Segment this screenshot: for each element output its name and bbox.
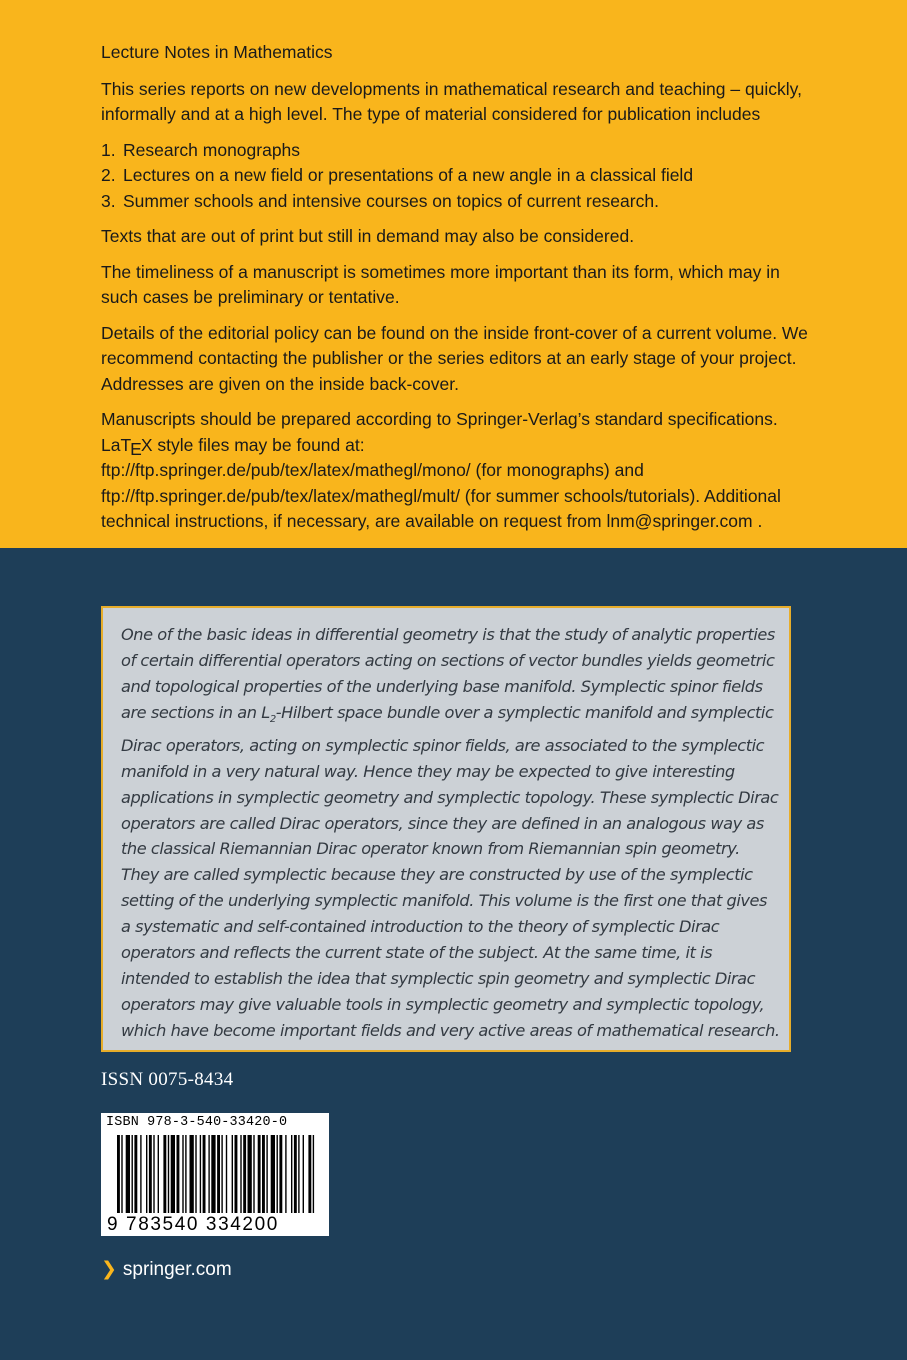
barcode-bar (195, 1135, 196, 1213)
ftp-mono-link[interactable]: ftp://ftp.springer.de/pub/tex/latex/mathegl/mono/ (for monographs) and (101, 460, 644, 480)
barcode-bar (271, 1135, 275, 1213)
barcode-bar (266, 1135, 267, 1213)
barcode-bar (200, 1135, 201, 1213)
barcode-bar (240, 1135, 241, 1213)
barcode-bar (185, 1135, 186, 1213)
latex-e: E (130, 438, 142, 459)
barcode-bar (235, 1135, 238, 1213)
barcode-bar (177, 1135, 180, 1213)
barcode-bar (298, 1135, 299, 1213)
list-number: 2. (101, 165, 116, 185)
barcode-bar (285, 1135, 286, 1213)
list-text: Summer schools and intensive courses on topics of current research. (123, 190, 659, 211)
barcode-bar (248, 1135, 252, 1213)
abstract-part2: -Hilbert space bundle over a symplectic manifold and symplectic Dirac operators, acting on symplectic spinor fields, are associated to the symplectic manifold in a very natural way. Hence they may be expected to give interesting applications in symplectic geometry and symplectic topology. These symplectic Dirac operators are called Dirac operators, since they are defined in an analogous way as the classical Riemannian Dirac operator known from Riemannian spin geometry. They are called symplectic because they are constructed by use of the symplectic setting of the underlying symplectic manifold. This volume is the first one that gives a systematic and self-contained introduction to the theory of symplectic Dirac operators and reflects the current state of the subject. At the same time, it is intended to establish the idea that symplectic spin geometry and symplectic Dirac operators may give valuable tools in symplectic geometry and symplectic topology, which have become important fields and very active areas of mathematical research. (121, 702, 780, 1040)
barcode-bar (221, 1135, 222, 1213)
list-text: Research monographs (123, 139, 301, 160)
barcode-bar (117, 1135, 120, 1213)
barcode-bar (163, 1135, 166, 1213)
series-title: Lecture Notes in Mathematics (101, 42, 333, 62)
barcode-bar (158, 1135, 159, 1213)
isbn-label: ISBN 978-3-540-33420-0 (106, 1115, 288, 1130)
manuscripts-paragraph (101, 407, 821, 535)
barcode-bar (294, 1135, 297, 1213)
barcode-bar (277, 1135, 278, 1213)
barcode-bar (258, 1135, 261, 1213)
series-info-panel (0, 0, 907, 548)
timeliness-paragraph: The timeliness of a manuscript is sometimes more important than its form, which may in such cases be preliminary or tentative. (101, 261, 780, 307)
latex-logo (101, 434, 142, 459)
barcode-bar (232, 1135, 233, 1213)
barcode-bar (203, 1135, 206, 1213)
barcode-bar (140, 1135, 141, 1213)
isbn-digits: 9 783540 334200 (107, 1214, 279, 1235)
barcode-bar (190, 1135, 194, 1213)
barcode-bar (211, 1135, 215, 1213)
out-of-print-paragraph: Texts that are out of print but still in demand may also be considered. (101, 226, 635, 246)
springer-link-text: springer.com (122, 1259, 232, 1280)
latex-t: T (120, 434, 132, 455)
springer-link[interactable] (101, 1258, 232, 1281)
list-item (101, 163, 821, 189)
manuscripts-line: Manuscripts should be prepared according to Springer-Verlag’s standard specifications. (101, 409, 778, 429)
barcode-bar (168, 1135, 169, 1213)
latex-la: La (101, 434, 121, 455)
barcode-bar (121, 1135, 122, 1213)
barcode-bar (208, 1135, 209, 1213)
material-list (101, 138, 821, 215)
barcode-bar (149, 1135, 152, 1213)
ftp-mult-link[interactable]: ftp://ftp.springer.de/pub/tex/latex/mathegl/mult/ (for summer schools/tutorials). Additional technical instructions, if necessary, are available on request from lnm@springer.com . (101, 485, 781, 531)
abstract-part1: One of the basic ideas in differential geometry is that the study of analytic properties of certain differential operators acting on sections of vector bundles yields geometric and topological properties of the underlying base manifold. Symplectic spinor fields are sections in an L (121, 625, 775, 722)
barcode-bar (243, 1135, 246, 1213)
barcode-bar (253, 1135, 254, 1213)
chevron-right-icon: ❯ (101, 1259, 117, 1280)
barcode-bar (262, 1135, 265, 1213)
barcode-bar (153, 1135, 154, 1213)
barcode-bar (134, 1135, 137, 1213)
barcode-bar (226, 1135, 227, 1213)
barcode-bar (308, 1135, 311, 1213)
latex-line: X style files may be found at: (140, 434, 365, 455)
abstract-subscript: 2 (269, 713, 276, 725)
list-number: 1. (101, 139, 116, 160)
barcode-bar (171, 1135, 175, 1213)
barcode-bar (279, 1135, 282, 1213)
barcode-bar (291, 1135, 292, 1213)
barcode-bar (217, 1135, 220, 1213)
abstract-text (121, 622, 781, 1044)
barcode-bar (126, 1135, 130, 1213)
list-item (101, 189, 821, 215)
list-number: 3. (101, 190, 116, 211)
barcode-bar (313, 1135, 314, 1213)
barcode-bar (182, 1135, 183, 1213)
barcode-bar (303, 1135, 304, 1213)
isbn-barcode (101, 1113, 329, 1236)
editorial-policy-paragraph: Details of the editorial policy can be found on the inside front-cover of a current volume. We recommend contacting the publisher or the series editors at an early stage of your project. Addresses are given on the inside back-cover. (101, 322, 808, 394)
list-text: Lectures on a new field or presentations of a new angle in a classical field (123, 165, 694, 185)
series-info-text (101, 40, 821, 545)
issn-label: ISSN 0075-8434 (101, 1069, 234, 1090)
series-intro: This series reports on new developments in mathematical research and teaching – quickly, informally and at a high level. The type of material considered for publication includes (101, 78, 802, 124)
barcode-bar (132, 1135, 133, 1213)
barcode-bar (146, 1135, 147, 1213)
abstract-box (101, 606, 791, 1052)
list-item (101, 138, 821, 164)
